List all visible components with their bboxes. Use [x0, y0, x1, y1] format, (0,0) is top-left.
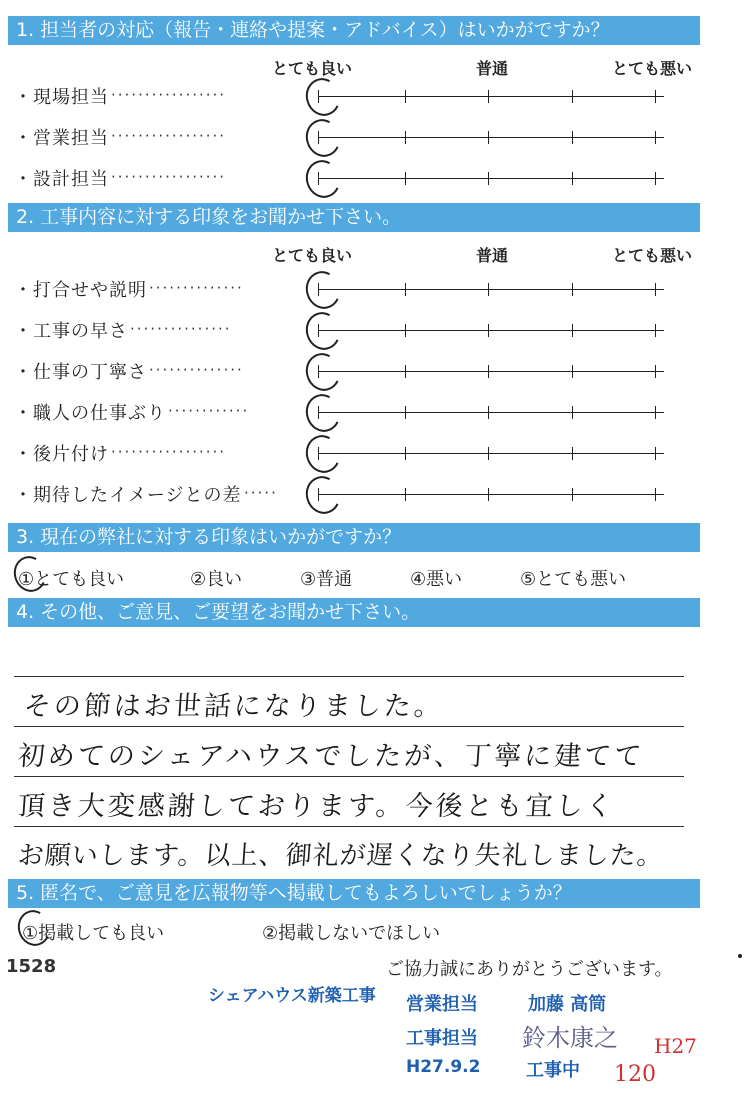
q1-scale-good: とても良い [272, 59, 353, 78]
rating-scale-line [318, 453, 664, 454]
leader-dots: ·············· [149, 361, 244, 379]
q3-option-good[interactable]: ②良い [190, 569, 243, 590]
comment-line [14, 676, 684, 677]
rating-tick-4[interactable] [572, 283, 573, 296]
rating-tick-5[interactable] [655, 172, 656, 185]
handwritten-comment-line-4: お願いします。以上、御礼が遅くなり失礼しました。 [16, 841, 665, 871]
rating-tick-5[interactable] [655, 406, 656, 419]
q1-scale-bad: とても悪い [612, 59, 693, 78]
document-id-number: 1528 [6, 956, 57, 977]
rating-scale-line [318, 178, 664, 179]
q3-option-bad[interactable]: ④悪い [410, 569, 463, 590]
rating-selection-circle [301, 156, 345, 203]
rating-tick-3[interactable] [488, 365, 489, 378]
construction-label: 工事担当 [406, 1028, 478, 1049]
rating-tick-3[interactable] [488, 447, 489, 460]
rating-row-label: ・営業担当 [14, 128, 109, 149]
comment-line [14, 776, 684, 777]
rating-scale-line [318, 412, 664, 413]
section-5-header: 5. 匿名で、ご意見を広報物等へ掲載してもよろしいでしょうか？ [8, 879, 700, 908]
leader-dots: ····· [244, 484, 278, 502]
rating-tick-2[interactable] [405, 447, 406, 460]
sales-label: 営業担当 [406, 994, 478, 1015]
leader-dots: ············ [168, 402, 250, 420]
leader-dots: ·············· [149, 279, 244, 297]
section-1-header: 1. 担当者の対応（報告・連絡や提案・アドバイス）はいかがですか？ [8, 16, 700, 45]
rating-row-label: ・現場担当 [14, 87, 109, 108]
comment-line [14, 826, 684, 827]
rating-row-label: ・期待したイメージとの差 [14, 485, 242, 506]
rating-scale-line [318, 494, 664, 495]
rating-row-label: ・打合せや説明 [14, 280, 147, 301]
section-4-header: 4. その他、ご意見、ご要望をお聞かせ下さい。 [8, 598, 700, 627]
rating-tick-3[interactable] [488, 488, 489, 501]
rating-tick-4[interactable] [572, 172, 573, 185]
rating-tick-5[interactable] [655, 365, 656, 378]
rating-scale-line [318, 289, 664, 290]
rating-tick-2[interactable] [405, 406, 406, 419]
handwritten-comment-line-1: その節はお世話になりました。 [22, 691, 445, 722]
rating-scale-line [318, 330, 664, 331]
rating-tick-5[interactable] [655, 324, 656, 337]
stray-mark [738, 954, 742, 958]
rating-selection-circle [301, 431, 345, 478]
rating-row-label: ・設計担当 [14, 169, 109, 190]
rating-tick-2[interactable] [405, 90, 406, 103]
handwritten-comment-line-2: 初めてのシェアハウスでしたが、丁寧に建てて [16, 741, 646, 772]
project-name: シェアハウス新築工事 [208, 986, 376, 1006]
leader-dots: ················· [111, 443, 227, 461]
leader-dots: ················· [111, 86, 227, 104]
handwritten-comment-line-3: 頂き大変感謝しております。今後とも宜しく [16, 791, 617, 822]
rating-tick-5[interactable] [655, 131, 656, 144]
rating-selection-circle [301, 472, 345, 519]
handwritten-era-note: H27 [654, 1034, 697, 1058]
rating-selection-circle [301, 115, 345, 162]
rating-tick-3[interactable] [488, 131, 489, 144]
rating-tick-4[interactable] [572, 131, 573, 144]
rating-tick-4[interactable] [572, 365, 573, 378]
date: H27.9.2 [406, 1057, 481, 1077]
q3-option-average[interactable]: ③普通 [300, 569, 353, 590]
rating-selection-circle [301, 390, 345, 437]
rating-tick-2[interactable] [405, 131, 406, 144]
rating-selection-circle [301, 308, 345, 355]
leader-dots: ················· [111, 127, 227, 145]
rating-row-label: ・職人の仕事ぶり [14, 403, 166, 424]
rating-tick-3[interactable] [488, 324, 489, 337]
rating-selection-circle [301, 74, 345, 121]
handwritten-number-note: 120 [614, 1062, 656, 1087]
rating-row-label: ・後片付け [14, 444, 109, 465]
rating-tick-5[interactable] [655, 283, 656, 296]
rating-selection-circle [301, 349, 345, 396]
thanks-message: ご協力誠にありがとうございます。 [386, 959, 673, 980]
comment-line [14, 726, 684, 727]
section-2-header: 2. 工事内容に対する印象をお聞かせ下さい。 [8, 203, 700, 232]
rating-row-label: ・仕事の丁寧さ [14, 362, 147, 383]
rating-scale-line [318, 96, 664, 97]
rating-tick-5[interactable] [655, 488, 656, 501]
rating-tick-5[interactable] [655, 90, 656, 103]
rating-scale-line [318, 371, 664, 372]
rating-tick-4[interactable] [572, 90, 573, 103]
sales-name: 加藤 高筒 [528, 994, 607, 1015]
status: 工事中 [526, 1060, 580, 1081]
rating-tick-4[interactable] [572, 488, 573, 501]
rating-tick-4[interactable] [572, 406, 573, 419]
rating-tick-3[interactable] [488, 90, 489, 103]
q2-scale-good: とても良い [272, 246, 353, 265]
construction-name-handwritten: 鈴木康之 [522, 1024, 618, 1052]
rating-tick-3[interactable] [488, 172, 489, 185]
rating-tick-3[interactable] [488, 283, 489, 296]
q2-scale-average: 普通 [476, 246, 509, 265]
q3-option-very-good[interactable]: ①とても良い [18, 569, 125, 590]
rating-row-label: ・工事の早さ [14, 321, 128, 342]
rating-tick-2[interactable] [405, 365, 406, 378]
q2-scale-bad: とても悪い [612, 246, 693, 265]
leader-dots: ················· [111, 168, 227, 186]
rating-tick-3[interactable] [488, 406, 489, 419]
rating-tick-4[interactable] [572, 447, 573, 460]
leader-dots: ··············· [130, 320, 232, 338]
q3-option-very-bad[interactable]: ⑤とても悪い [520, 569, 627, 590]
rating-selection-circle [301, 267, 345, 314]
rating-tick-4[interactable] [572, 324, 573, 337]
section-3-header: 3. 現在の弊社に対する印象はいかがですか？ [8, 523, 700, 552]
rating-tick-5[interactable] [655, 447, 656, 460]
rating-tick-2[interactable] [405, 488, 406, 501]
rating-scale-line [318, 137, 664, 138]
rating-tick-2[interactable] [405, 172, 406, 185]
q1-scale-average: 普通 [476, 59, 509, 78]
q5-option-allow[interactable]: ①掲載しても良い [22, 923, 165, 944]
rating-tick-2[interactable] [405, 324, 406, 337]
rating-tick-2[interactable] [405, 283, 406, 296]
q5-option-deny[interactable]: ②掲載しないでほしい [262, 923, 441, 944]
